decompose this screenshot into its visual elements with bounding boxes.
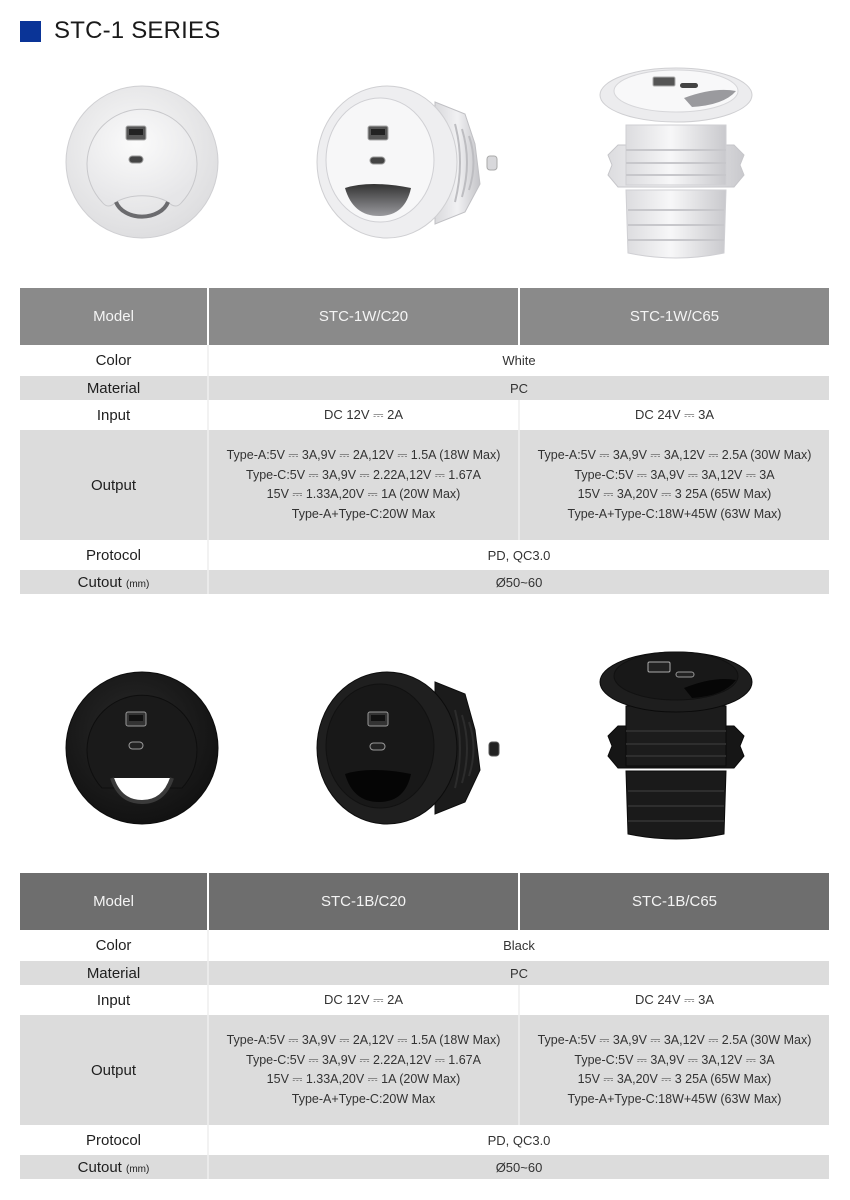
header-model-label: Model bbox=[20, 873, 208, 930]
cutout-value: Ø50~60 bbox=[208, 1155, 829, 1179]
row-color bbox=[20, 930, 829, 961]
spec-table-black bbox=[20, 873, 829, 1179]
output-c65: Type-A:5V ⎓ 3A,9V ⎓ 3A,12V ⎓ 2.5A (30W Max) Type-C:5V ⎓ 3A,9V ⎓ 3A,12V ⎓ 3A 15V ⎓ 3A,20V ⎓ 3 25A (65W Max) Type-A+Type-C:18W+45W (63W Max) bbox=[519, 1015, 829, 1125]
section-title bbox=[20, 17, 220, 45]
title-square-icon bbox=[20, 21, 41, 42]
header-model-label: Model bbox=[20, 288, 208, 345]
black-front-view-image bbox=[64, 670, 220, 826]
black-angled-view-image bbox=[315, 670, 505, 826]
output-label: Output bbox=[20, 1015, 208, 1125]
cutout-label: Cutout (mm) bbox=[20, 570, 208, 594]
row-material bbox=[20, 376, 829, 400]
output-c20: Type-A:5V ⎓ 3A,9V ⎓ 2A,12V ⎓ 1.5A (18W Max) Type-C:5V ⎓ 3A,9V ⎓ 2.22A,12V ⎓ 1.67A 15V ⎓ 1.33A,20V ⎓ 1A (20W Max) Type-A+Type-C:20W Max bbox=[208, 430, 519, 540]
material-value: PC bbox=[208, 961, 829, 985]
white-product-images bbox=[0, 60, 850, 275]
color-label: Color bbox=[20, 345, 208, 376]
input-c65: DC 24V ⎓ 3A bbox=[519, 400, 829, 430]
output-label: Output bbox=[20, 430, 208, 540]
cutout-unit: (mm) bbox=[126, 578, 150, 590]
row-material bbox=[20, 961, 829, 985]
black-side-view-image bbox=[596, 646, 756, 846]
output-c20: Type-A:5V ⎓ 3A,9V ⎓ 2A,12V ⎓ 1.5A (18W Max) Type-C:5V ⎓ 3A,9V ⎓ 2.22A,12V ⎓ 1.67A 15V ⎓ 1.33A,20V ⎓ 1A (20W Max) Type-A+Type-C:20W Max bbox=[208, 1015, 519, 1125]
input-label: Input bbox=[20, 400, 208, 430]
white-angled-view-image bbox=[315, 84, 505, 240]
material-label: Material bbox=[20, 376, 208, 400]
header-model-c20: STC-1W/C20 bbox=[208, 288, 519, 345]
color-value: Black bbox=[208, 930, 829, 961]
material-label: Material bbox=[20, 961, 208, 985]
row-input bbox=[20, 400, 829, 430]
row-color bbox=[20, 345, 829, 376]
row-cutout bbox=[20, 570, 829, 594]
input-c20: DC 12V ⎓ 2A bbox=[208, 400, 519, 430]
protocol-value: PD, QC3.0 bbox=[208, 540, 829, 570]
black-product-images bbox=[0, 640, 850, 865]
color-value: White bbox=[208, 345, 829, 376]
protocol-value: PD, QC3.0 bbox=[208, 1125, 829, 1155]
page-title: STC-1 SERIES bbox=[54, 17, 221, 44]
cutout-label: Cutout (mm) bbox=[20, 1155, 208, 1179]
color-label: Color bbox=[20, 930, 208, 961]
protocol-label: Protocol bbox=[20, 1125, 208, 1155]
row-output bbox=[20, 1015, 829, 1125]
header-model-c65: STC-1W/C65 bbox=[519, 288, 829, 345]
header-model-c20: STC-1B/C20 bbox=[208, 873, 519, 930]
input-c65: DC 24V ⎓ 3A bbox=[519, 985, 829, 1015]
row-output bbox=[20, 430, 829, 540]
row-cutout bbox=[20, 1155, 829, 1179]
white-side-view-image bbox=[596, 65, 756, 265]
white-front-view-image bbox=[64, 84, 220, 240]
row-protocol bbox=[20, 1125, 829, 1155]
header-row bbox=[20, 873, 829, 930]
protocol-label: Protocol bbox=[20, 540, 208, 570]
cutout-unit: (mm) bbox=[126, 1163, 150, 1175]
row-input bbox=[20, 985, 829, 1015]
input-label: Input bbox=[20, 985, 208, 1015]
row-protocol bbox=[20, 540, 829, 570]
input-c20: DC 12V ⎓ 2A bbox=[208, 985, 519, 1015]
header-row bbox=[20, 288, 829, 345]
material-value: PC bbox=[208, 376, 829, 400]
spec-table-white bbox=[20, 288, 829, 594]
header-model-c65: STC-1B/C65 bbox=[519, 873, 829, 930]
cutout-value: Ø50~60 bbox=[208, 570, 829, 594]
output-c65: Type-A:5V ⎓ 3A,9V ⎓ 3A,12V ⎓ 2.5A (30W Max) Type-C:5V ⎓ 3A,9V ⎓ 3A,12V ⎓ 3A 15V ⎓ 3A,20V ⎓ 3 25A (65W Max) Type-A+Type-C:18W+45W (63W Max) bbox=[519, 430, 829, 540]
